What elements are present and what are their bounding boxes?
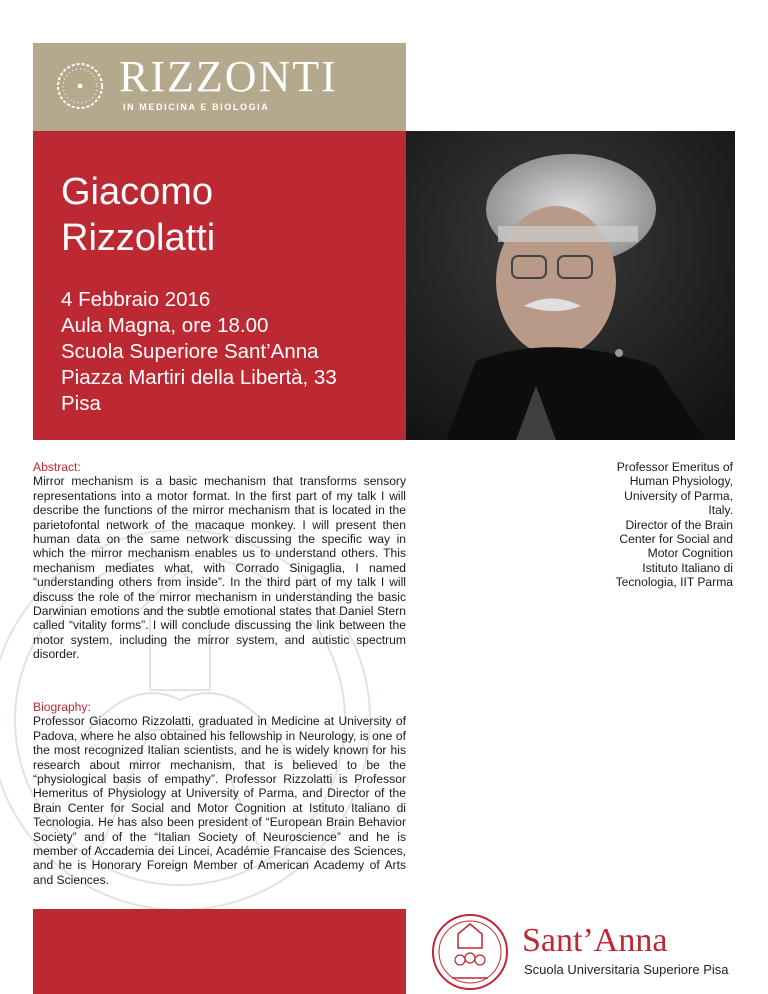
affiliation-line: Motor Cognition <box>647 546 733 561</box>
title-panel <box>33 131 406 440</box>
event-address: Piazza Martiri della Libertà, 33 <box>61 366 337 389</box>
institution-subtitle: Scuola Universitaria Superiore Pisa <box>524 962 729 977</box>
affiliation-line: University of Parma, <box>624 488 733 503</box>
speaker-portrait <box>406 131 735 440</box>
affiliation-line: Tecnologia, IIT Parma <box>615 575 733 590</box>
abstract-title: Abstract: <box>33 460 81 474</box>
affiliation-block <box>585 460 733 590</box>
dna-circle-logo-icon <box>51 57 109 115</box>
logo-subtitle: IN MEDICINA E BIOLOGIA <box>123 102 270 112</box>
abstract-section <box>33 460 406 662</box>
event-details <box>61 287 401 417</box>
biography-section <box>33 700 406 887</box>
logo-wordmark: RIZZONTI <box>119 52 338 101</box>
speaker-name <box>61 169 391 261</box>
speaker-first-name: Giacomo <box>61 171 214 213</box>
portrait-image <box>406 131 735 440</box>
biography-text: Professor Giacomo Rizzolatti, graduated in Medicine at University of Padova, where he also obtained his fellowship in Neurology, is one of the most recognized Italian scientists, and he is widely known for his research about mirror mechanism, that is believed to be the “physiological basis of empathy”. Professor Rizzolatti is Professor Hemeritus of Physiology at University of Parma, and Director of the Brain Center for Social and Motor Cognition at Istituto Italiano di Tecnologia. He has also been president of “European Brain Behavior Society” and of the “Italian Society of Neuroscience” and he is member of Accademia dei Lincei, Académie Francaise des Sciences, and he is Honorary Foreign Member of American Academy of Arts and Sciences. <box>33 714 406 887</box>
header-logo-band <box>33 43 406 131</box>
institution-name: Sant’Anna <box>522 922 668 959</box>
event-city: Pisa <box>61 392 101 415</box>
abstract-text: Mirror mechanism is a basic mechanism that transforms sensory representations into a motor format. In the first part of my talk I will describe the functions of the mirror mechanism that is located in the parietofontal network of the macaque monkey. I will present then human data on the same network discussing the specific way in which the mirror mechanism enables us to understand others. This mechanism mediates what, with Corrado Sinigaglia, I named “understanding others from inside”. In the third part of my talk I will discuss the role of the mirror mechanism in understanding the basic Darwinian emotions and the subtle emotional states that Daniel Stern called “vitality forms”. I will conclude discussing the link between the motor system, including the mirror system, and autistic spectrum disorder. <box>33 474 406 662</box>
affiliation-line: Professor Emeritus of <box>616 460 733 474</box>
event-school: Scuola Superiore Sant’Anna <box>61 340 319 363</box>
event-date: 4 Febbraio 2016 <box>61 288 211 311</box>
affiliation-line: Center for Social and <box>619 532 733 547</box>
biography-title: Biography: <box>33 700 91 714</box>
affiliation-line: Istituto Italiano di <box>642 560 733 575</box>
affiliation-line: Director of the Brain <box>625 517 733 532</box>
affiliation-line: Italy. <box>708 503 733 518</box>
event-room: Aula Magna, ore 18.00 <box>61 314 269 337</box>
affiliation-line: Human Physiology, <box>629 474 733 489</box>
santanna-seal-icon <box>430 912 510 992</box>
footer-red-block <box>33 909 406 994</box>
speaker-last-name: Rizzolatti <box>61 217 216 259</box>
